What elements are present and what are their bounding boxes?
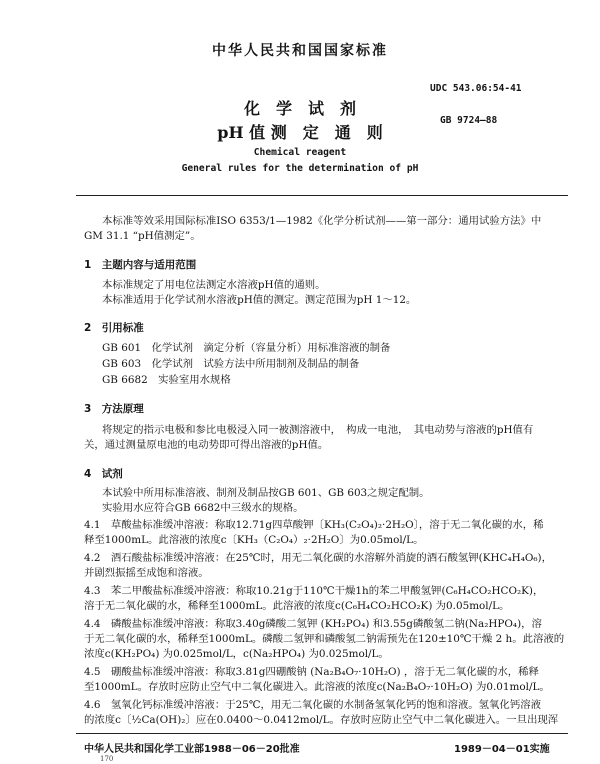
section-1-heading: 1 主题内容与适用范围 [84,259,197,271]
reference-item: GB 601 化学试剂 滴定分析（容量分析）用标准溶液的制备 [102,342,391,354]
section-3-line-1: 将规定的指示电极和参比电极浸入同一被测溶液中， 构成一电池， 其电动势与溶液的pH值有 [102,424,534,436]
section-1-paragraph-2: 本标准适用于化学试剂水溶液pH值的测定。测定范围为pH 1～12。 [102,294,417,306]
header-rule [76,195,568,196]
clause-4-4-line-2: 于无二氧化碳的水，稀释至1000mL。磷酸二氢钾和磷酸氢二钠需预先在120±10℃干燥 2 h。此溶液的 [84,633,565,645]
section-4-paragraph-1: 本试验中所用标准溶液、制剂及制品按GB 601、GB 603之规定配制。 [102,487,430,499]
clause-4-2-line-1: 4.2 酒石酸盐标准缓冲溶液：在25℃时，用无二氧化碳的水溶解外消旋的酒石酸氢钾(KHC₄H₄O₆)， [84,552,552,564]
clause-4-6-line-1: 4.6 氢氧化钙标准缓冲溶液：于25℃，用无二氧化碳的水制备氢氧化钙的饱和溶液。氢氧化钙溶液 [84,699,541,711]
clause-4-5-line-1: 4.5 硼酸盐标准缓冲溶液：称取3.81g四硼酸钠 (Na₂B₄O₇·10H₂O) ，溶于无二氧化碳的水，稀释 [84,666,539,678]
reference-item: GB 603 化学试剂 试验方法中所用制剂及制品的制备 [102,358,360,370]
gb-number: GB 9724—88 [440,115,498,126]
clause-4-1-line-1: 4.1 草酸盐标准缓冲溶液：称取12.71g四草酸钾〔KH₃(C₂O₄)₂·2H₂O〕，溶于无二氧化碳的水，稀 [84,519,544,531]
reference-item: GB 6682 实验室用水规格 [102,374,231,386]
english-title-line-2: General rules for the determination of pH [181,163,419,174]
clause-4-1-line-2: 释至1000mL。此溶液的浓度c〔KH₃（C₂O₄）₂·2H₂O〕为0.05mol/L。 [84,534,424,546]
english-title-line-1: Chemical reagent [253,147,347,158]
title-line-2: pH 值 测 定 通 则 [217,123,383,142]
section-4-heading: 4 试剂 [84,468,123,480]
country-standard-title: 中华人民共和国国家标准 [212,43,388,59]
section-3-line-2: 关，通过测量原电池的电动势即可得出溶液的pH值。 [84,439,329,451]
approval-line: 中华人民共和国化学工业部1988－06－20批准 [84,744,300,755]
title-line-1: 化 学 试 剂 [243,99,356,118]
page-number: 170 [100,755,114,763]
clause-4-4-line-1: 4.4 磷酸盐标准缓冲溶液：称取3.40g磷酸二氢钾 (KH₂PO₄) 和3.55g磷酸氢二钠(Na₂HPO₄)，溶 [84,618,542,630]
implementation-date: 1989－04－01实施 [454,744,550,755]
clause-4-4-line-3: 浓度c(KH₂PO₄) 为0.025mol/L，c(Na₂HPO₄) 为0.025mol/L。 [84,648,389,660]
clause-4-3-line-2: 溶于无二氧化碳的水，稀释至1000mL。此溶液的浓度c(C₆H₄CO₂HCO₂K) 为0.05mol/L。 [84,600,510,612]
intro-line-2: GM 31.1 “pH值测定”。 [84,230,201,242]
section-4-paragraph-2: 实验用水应符合GB 6682中三级水的规格。 [102,502,304,514]
clause-4-2-line-2: 并剧烈振摇至成饱和溶液。 [84,567,209,579]
section-1-paragraph-1: 本标准规定了用电位法测定水溶液pH值的通则。 [102,279,326,291]
udc-number: UDC 543.06:54-41 [430,83,522,94]
footer-rule [76,733,568,734]
intro-line-1: 本标准等效采用国际标准ISO 6353/1—1982《化学分析试剂——第一部分：通用试验方法》中 [102,215,542,227]
clause-4-6-line-2: 的浓度c〔½Ca(OH)₂〕应在0.0400～0.0412mol/L。存放时应防止空气中二氧化碳进入。一旦出现浑 [84,714,559,726]
clause-4-5-line-2: 至1000mL。存放时应防止空气中二氧化碳进入。此溶液的浓度c(Na₂B₄O₇·10H₂O) 为0.01mol/L。 [84,681,550,693]
section-2-heading: 2 引用标准 [84,322,144,334]
clause-4-3-line-1: 4.3 苯二甲酸盐标准缓冲溶液：称取10.21g于110℃干燥1h的苯二甲酸氢钾(C₆H₄CO₂HCO₂K)， [84,585,544,597]
section-3-heading: 3 方法原理 [84,403,144,415]
